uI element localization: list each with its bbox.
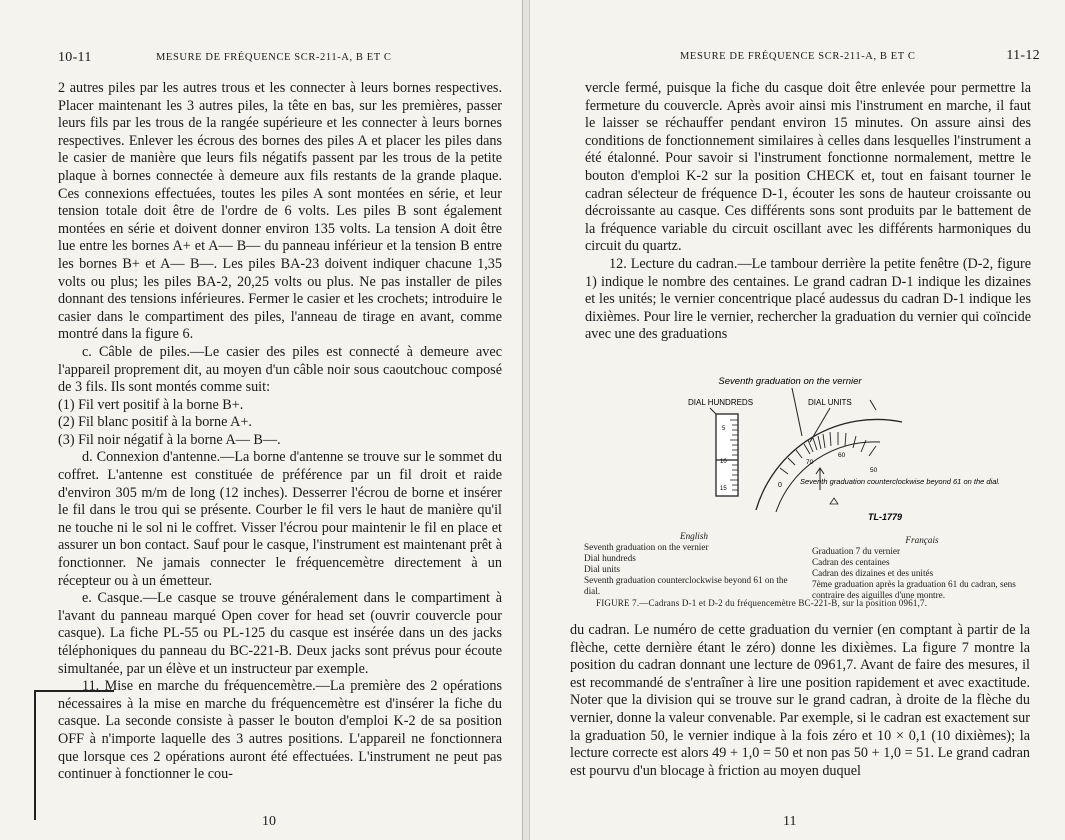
legend-english-title: English (679, 531, 709, 541)
figure-top-label: Seventh graduation on the vernier (718, 376, 862, 387)
vernier-zero: 0 (778, 482, 782, 489)
legend-french-item: Cadran des centaines (812, 557, 890, 567)
left-header-title: MESURE DE FRÉQUENCE SCR-211-A, B ET C (156, 52, 392, 63)
left-body (58, 80, 502, 784)
legend-english-item: Seventh graduation on the vernier (584, 542, 709, 552)
dial-number: 70 (806, 459, 814, 466)
legend-english-item: Dial units (584, 564, 620, 574)
left-paragraph-4: e. Casque.—Le casque se trouve généralement dans le compartiment à l'avant du panneau marqué Open cover for head set (ouvrir couvercle pour casque). La fiche PL-55 ou PL-125 du casque est insérée dans un des jacks téléphoniques du panneau du BC-221-B. Deux jacks sont prévus pour écoute simultanée, par un élève et un instructeur par exemple. (58, 590, 502, 677)
figure-code: TL-1779 (868, 512, 903, 522)
right-page-header (680, 50, 1040, 62)
legend-french-item: 7ème graduation après la graduation 61 du cadran, sens contraire des aiguilles d'une montre. (812, 579, 1016, 600)
left-footer-page: 10 (262, 814, 276, 829)
vernier-leader-line (792, 388, 802, 436)
right-body-top (585, 80, 1031, 344)
legend-english-item: Dial hundreds (584, 553, 636, 563)
list-item: (2) Fil blanc positif à la borne A+. (58, 414, 252, 431)
right-paragraph-1: vercle fermé, puisque la fiche du casque doit être enlevée pour permettre la fermeture du couvercle. Après avoir ainsi mis l'instrument en marche, il faut le laisser se réchauffer pendant environ 15 minutes. On assure ainsi des conditions de fonctionnement similaires à celles dans lesquelles l'instrument a été étalonné. Pour savoir si l'instrument fonctionne normalement, mettre le bouton d'emploi K-2 sur la position CHECK et, tout en faisant tourner le cadran sélecteur de fréquence D-1, écouter les sons de hauteur croissante ou décroissante au casque. Ces différents sons sont produits par le battement de la fréquence variable du circuit oscillant avec les différents harmoniques du circuit du quartz. (585, 80, 1031, 255)
left-paragraph-1: 2 autres piles par les autres trous et les connecter à leurs bornes respectives. Placer maintenant les 3 autres piles, la tête en bas, sur les premières, passer leurs fils par les trous de la rangée supérieure et les connecter à leurs bornes respectives. Enlever les écrous des bornes des piles A et placer les piles dans le casier de manière que leurs fils négatifs passent par les trous de la petite plaque à bornes connectée à demeure aux fils restants de la grande plaque. Ces connexions effectuées, toutes les piles A sont montées en série, et leur tension totale doit être de l'ordre de 6 volts. Les piles B sont également montées en série et doivent donner environ 135 volts. La tension A doit être lue entre les bornes A+ et A— B— du panneau inférieur et la tension B entre les bornes B+ et A— B—. Les piles BA-23 doivent indiquer chacune 1,35 volts ou plus; les piles BA-2, 20,25 volts ou plus. Ne pas installer de piles donnant des tensions inférieures. Fermer le casier et les crochets; introduire le casier dans le compartiment des piles, l'anneau de tirage en avant, comme montré dans la figure 6. (58, 80, 502, 343)
dial-units-label: DIAL UNITS (808, 398, 852, 407)
right-paragraph-2: 12. Lecture du cadran.—Le tambour derrière la petite fenêtre (D-2, figure 1) indique le nombre des centaines. Le grand cadran D-1 indique les dizaines et les unités; le vernier concentrique placé audessus du cadran D-1 indique les dixièmes. Pour lire le vernier, rechercher la graduation du vernier qui coïncide avec une des graduations (585, 255, 1031, 343)
figure-caption: FIGURE 7.—Cadrans D-1 et D-2 du fréquencemètre BC-221-B, sur la position 0961,7. (596, 598, 928, 608)
left-page-header (58, 50, 392, 66)
dial-outer-arc (756, 419, 902, 510)
tick-mark (870, 400, 876, 410)
dial-figure (680, 372, 1001, 532)
right-body-bottom (570, 622, 1030, 780)
drum-number: 10 (720, 459, 727, 465)
left-paragraph-2: c. Câble de piles.—Le casier des piles est connecté à demeure avec l'appareil proprement dit, au moyen d'un câble noir sous caoutchouc composé de 3 fils. Ils sont montés comme suit: (58, 343, 502, 396)
dial-number: 50 (870, 467, 878, 474)
legend-french-title: Français (905, 535, 939, 545)
left-page-label: 10-11 (58, 50, 92, 65)
right-paragraph-3: du cadran. Le numéro de cette graduation du vernier (en comptant à partir de la flèche, cette dernière étant le zéro) donne les dixièmes. La figure 7 montre la position du cadran donnant une lecture de 0961,7. Avant de faire des mesures, il est recommandé de s'entraîner à lire une position rapidement et avec exactitude. Noter que la division qui se trouve sur le grand cadran, à droite de la flèche du vernier, donne la valeur convenable. Par exemple, si le cadran est exactement sur la graduation 50, le vernier indique à la fois zéro et 10 × 0,1 (10 dixièmes); la lecture correcte est alors 49 + 1,0 = 50 et non pas 50 + 1,0 = 51. Le grand cadran est pourvu d'un blocage à friction au moyen duquel (570, 622, 1030, 779)
legend-french-item: Graduation 7 du vernier (812, 546, 901, 556)
book-gutter (522, 0, 530, 840)
list-item: (3) Fil noir négatif à la borne A— B—. (58, 431, 281, 448)
left-paragraph-3: d. Connexion d'antenne.—La borne d'antenne se trouve sur le sommet du coffret. L'antenne est constituée de préférence par un fil droit et raide d'environ 305 m/m de long (12 inches). Desserrer l'écrou de borne et insérer le fil dans le trou qui se présente. Courber le fil vers le haut de manière qu'il ne touche ni le sol ni le coffret. Visser l'écrou pour maintenir le fil en place et assurer un bon contact. Sauf pour le casque, l'instrument est maintenant prêt à fonctionner. Ne jamais connecter le fréquencemètre directement à un récepteur ou à un émetteur. (58, 449, 502, 589)
right-page-label: 11-12 (1006, 48, 1040, 63)
right-footer-page: 11 (783, 814, 797, 829)
figure-bottom-label: Seventh graduation counterclockwise beyond 61 on the dial. (800, 477, 1001, 486)
margin-bracket (34, 690, 36, 820)
drum-number: 15 (720, 486, 727, 492)
legend-english-item: Seventh graduation counterclockwise beyond 61 on the dial. (584, 575, 788, 596)
margin-bracket-top (34, 690, 114, 692)
legend-french (812, 535, 1032, 601)
dial-number: 60 (838, 452, 846, 459)
legend-french-item: Cadran des dizaines et des unités (812, 568, 934, 578)
list-item: (1) Fil vert positif à la borne B+. (58, 396, 244, 413)
legend-english (584, 531, 804, 597)
pointer-icon (830, 498, 838, 504)
dial-hundreds-label: DIAL HUNDREDS (688, 398, 754, 407)
left-page (0, 0, 522, 840)
right-header-title: MESURE DE FRÉQUENCE SCR-211-A, B ET C (680, 51, 916, 62)
left-paragraph-5: 11. Mise en marche du fréquencemètre.—La première des 2 opérations nécessaires à la mise en marche du fréquencemètre est d'insérer la fiche du casque. La seconde consiste à passer le bouton d'emploi K-2 de sa position OFF à n'importe laquelle des 3 autres positions. L'appareil ne fonctionnera que lorsque ces 2 opérations auront été effectuées. L'instrument ne peut pas continuer à fonctionner le cou- (58, 678, 502, 783)
drum-number: 5 (722, 426, 726, 432)
